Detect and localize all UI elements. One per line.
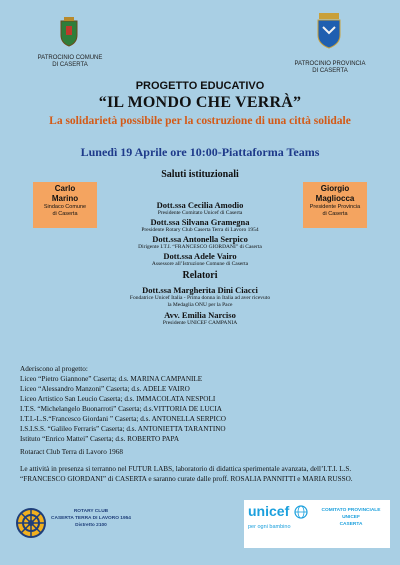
speaker-name: Dott.ssa Adele Vairo [163,251,237,261]
right-patron-line2: DI CASERTA [312,68,348,74]
project-title: “IL MONDO CHE VERRÀ” [98,94,302,111]
speaker-name: Dott.ssa Cecilia Amodio [156,200,244,210]
relatore-role: la Medaglia ONU per la Pace [167,302,233,308]
unicef-wordmark: unicef [248,503,290,519]
unicef-committee [314,507,388,528]
provincia-caserta-crest [316,13,342,54]
relatori-heading: Relatori [182,270,218,281]
relatore-name: Avv. Emilia Narciso [164,310,236,320]
left-guest-role2: di Caserta [52,211,78,217]
list-item: I.T.S. “Michelangelo Buonarroti” Caserta; d.s.VITTORIA DE LUCIA [20,405,222,413]
rotary-wheel-icon [15,507,47,539]
unicef-footer [244,500,390,548]
unicef-committee-line1: COMITATO PROVINCIALE UNICEF [321,508,381,520]
left-patron-line2: DI CASERTA [52,62,88,68]
left-guest-box [33,182,97,228]
left-guest-first-name: Carlo [54,184,76,193]
rotary-footer [15,505,135,545]
relatore-role: Presidente UNICEF CAMPANIA [162,320,238,326]
list-item: Liceo “Alessandro Manzoni” Caserta; d.s. ADELE VAIRO [20,385,190,393]
speaker-role: Dirigente I.T.I. “FRANCESCO GIORDANI” di Caserta [138,244,262,250]
relatori-list [80,285,320,327]
unicef-globe-icon [294,505,308,519]
left-patron [20,55,120,69]
right-guest-box [303,182,367,228]
rotary-line3: Distretto 2100 [75,523,107,528]
rotary-line1: ROTARY CLUB [73,509,109,514]
list-item: Liceo “Pietro Giannone” Caserta; d.s. MARINA CAMPANILE [20,375,203,383]
left-guest-role1: Sindaco Comune [43,204,87,210]
speaker-role: Presidente Rotary Club Caserta Terra di Lavoro 1954 [141,227,259,233]
rotary-line2: CASERTA TERRA DI LAVORO 1954 [51,516,131,521]
relatore-role: Fondatrice Unicef Italia - Prima donna in Italia ad aver ricevuto [129,295,271,301]
rotaract-line: Rotaract Club Terra di Lavoro 1968 [20,448,123,456]
speaker-role: Presidente Comitato Unicef di Caserta [157,210,243,216]
left-patron-line1: PATROCINIO COMUNE [37,55,103,61]
saluti-heading: Saluti istituzionali [161,169,239,180]
unicef-committee-line2: CASERTA [339,522,363,527]
speaker-name: Dott.ssa Silvana Gramegna [150,217,250,227]
right-guest-last-name: Magliocca [315,194,355,203]
speakers-list [100,200,300,268]
unicef-tagline: per ogni bambino [248,524,291,530]
event-date: Lunedì 19 Aprile ore 10:00-Piattaforma Teams [80,145,320,159]
adherents-list [20,364,380,444]
right-patron [280,61,380,75]
right-guest-role2: di Caserta [322,211,348,217]
right-guest-first-name: Giorgio [320,184,350,193]
left-guest-last-name: Marino [51,194,79,203]
rotary-text [51,508,131,529]
activities-paragraph: Le attività in presenza si terranno nel FUTUR LABS, laboratorio di didattica sperimentale avanzata, dell’I.T.I. L.S. “FRANCESCO GIORDANI” di CASERTA e saranno curate dalle proff. ROSALIA PANNITTI e MARIA RUSSO. [20,465,353,483]
project-subtitle: La solidarietà possibile per la costruzione di una città solidale [49,115,351,127]
project-label: PROGETTO EDUCATIVO [135,80,265,92]
speaker-name: Dott.ssa Antonella Serpico [152,234,248,244]
list-item: I.T.I.-L.S.“Francesco Giordani ” Caserta; d.s. ANTONELLA SERPICO [20,415,226,423]
comune-caserta-crest [58,17,80,52]
list-item: Liceo Artistico San Leucio Caserta; d.s. IMMACOLATA NESPOLI [20,395,216,403]
speaker-role: Assessore all’Istruzione Comune di Caserta [151,261,249,267]
adherents-intro: Aderiscono al progetto: [20,365,88,373]
right-patron-line1: PATROCINIO PROVINCIA [294,61,366,67]
relatore-name: Dott.ssa Margherita Dini Ciacci [142,285,258,295]
list-item: I.S.I.S.S. “Galileo Ferraris” Caserta; d.s. ANTONIETTA TARANTINO [20,425,226,433]
right-guest-role1: Presidente Provincia [309,204,361,210]
list-item: Istituto “Enrico Mattei” Caserta; d.s. ROBERTO PAPA [20,435,180,443]
